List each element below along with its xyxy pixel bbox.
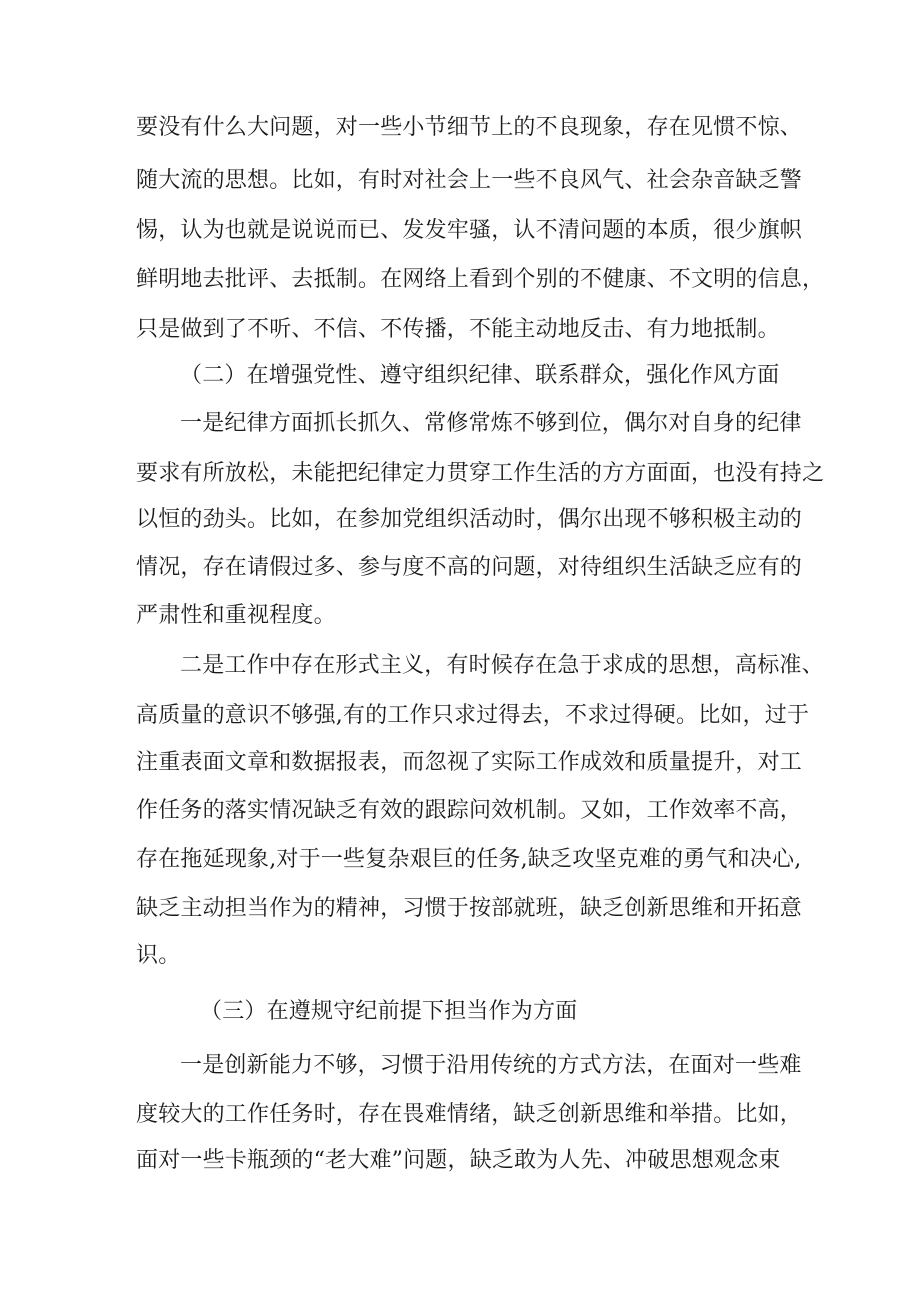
text-line: 只是做到了不听、不信、不传播，不能主动地反击、有力地抵制。 <box>136 317 780 342</box>
section-heading-2: （二）在增强党性、遵守组织纪律、联系群众，强化作风方面 <box>180 363 780 388</box>
text-line: 以恒的劲头。比如，在参加党组织活动时，偶尔出现不够积极主动的 <box>136 507 803 532</box>
text-line: 一是创新能力不够，习惯于沿用传统的方式方法，在面对一些难 <box>180 1053 802 1078</box>
text-line: 面对一些卡瓶颈的“老大难”问题，缺乏敢为人先、冲破思想观念束 <box>136 1148 781 1173</box>
text-line: 随大流的思想。比如，有时对社会上一些不良风气、社会杂音缺乏警 <box>136 168 803 193</box>
text-line: 识。 <box>136 943 181 968</box>
text-line: 缺乏主动担当作为的精神，习惯于按部就班，缺乏创新思维和开拓意 <box>136 896 803 921</box>
text-line: 度较大的工作任务时，存在畏难情绪，缺乏创新思维和举措。比如， <box>136 1102 803 1127</box>
text-line: 注重表面文章和数据报表，而忽视了实际工作成效和质量提升，对工 <box>136 750 803 775</box>
text-line: 惕，认为也就是说说而已、发发牢骚，认不清问题的本质，很少旗帜 <box>136 218 803 243</box>
text-line: 高质量的意识不够强,有的工作只求过得去，不求过得硬。比如，过于 <box>136 703 810 728</box>
text-line: 要没有什么大问题，对一些小节细节上的不良现象，存在见惯不惊、 <box>136 115 803 140</box>
text-line: 存在拖延现象,对于一些复杂艰巨的任务,缺乏攻坚克难的勇气和决心, <box>136 847 802 872</box>
text-line: 鲜明地去批评、去抵制。在网络上看到个别的不健康、不文明的信息， <box>136 267 825 292</box>
text-line: 严肃性和重视程度。 <box>136 603 336 628</box>
text-line: 情况，存在请假过多、参与度不高的问题，对待组织生活缺乏应有的 <box>136 555 803 580</box>
text-line: 一是纪律方面抓长抓久、常修常炼不够到位，偶尔对自身的纪律 <box>180 411 802 436</box>
text-line: 作任务的落实情况缺乏有效的跟踪问效机制。又如，工作效率不高， <box>136 798 803 823</box>
text-line: 要求有所放松，未能把纪律定力贯穿工作生活的方方面面，也没有持之 <box>136 461 825 486</box>
section-heading-3: （三）在遵规守纪前提下担当作为方面 <box>200 999 578 1024</box>
text-line: 二是工作中存在形式主义，有时候存在急于求成的思想，高标准、 <box>180 653 824 678</box>
